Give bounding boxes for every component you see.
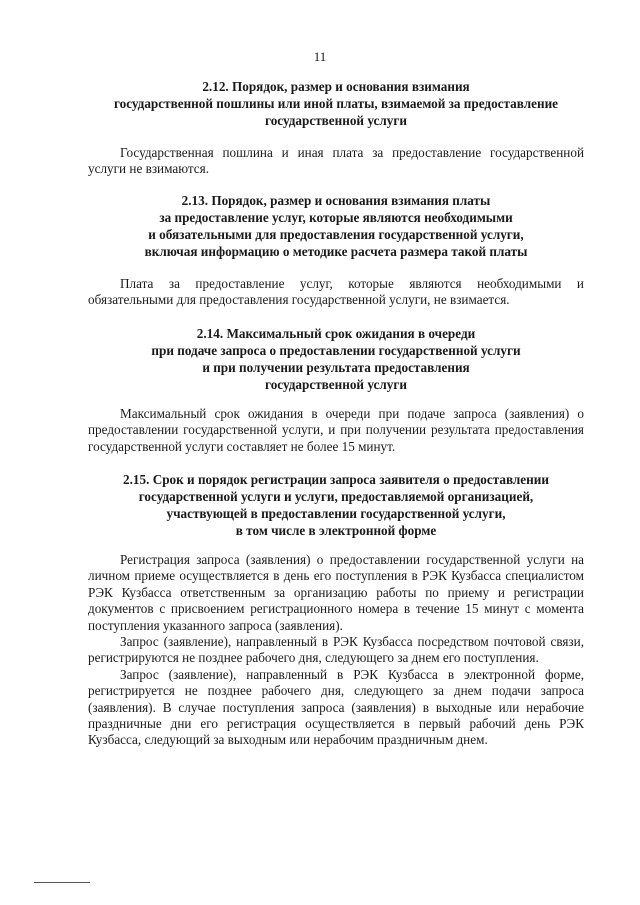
heading-line: включая информацию о методике расчета размера такой платы bbox=[144, 244, 528, 259]
heading-line: государственной услуги и услуги, предоставляемой организацией, bbox=[138, 489, 534, 504]
heading-line: государственной пошлины или иной платы, взимаемой за предоставление bbox=[113, 96, 559, 111]
paragraph: Запрос (заявление), направленный в РЭК Кузбасса посредством почтовой связи, регистрируются не позднее рабочего дня, следующего за днем его поступления. bbox=[88, 634, 584, 666]
paragraph-2-12: Государственная пошлина и иная плата за предоставление государственной услуги не взимаются. bbox=[88, 145, 584, 177]
page-number: 11 bbox=[313, 49, 327, 64]
heading-line: 2.14. Максимальный срок ожидания в очереди bbox=[196, 326, 476, 341]
heading-line: и при получении результата предоставления bbox=[202, 360, 470, 375]
section-heading-2-14 bbox=[88, 325, 584, 393]
section-heading-2-12 bbox=[88, 78, 584, 129]
heading-line: государственной услуги bbox=[265, 113, 407, 128]
heading-line: при подаче запроса о предоставлении государственной услуги bbox=[151, 343, 521, 358]
paragraph: Регистрация запроса (заявления) о предоставлении государственной услуги на личном приеме осуществляется в день его поступления в РЭК Кузбасса специалистом РЭК Кузбасса ответственным за организацию работы по приему и регистрации документов с присвоением регистрационного номера в течение 15 минут с момента поступления указанного запроса (заявления). bbox=[88, 552, 584, 633]
section-heading-2-13 bbox=[88, 192, 584, 260]
section-heading-2-15 bbox=[88, 471, 584, 539]
paragraph-2-13: Плата за предоставление услуг, которые являются необходимыми и обязательными для предоставления государственной услуги, не взимается. bbox=[88, 276, 584, 308]
heading-line: 2.15. Срок и порядок регистрации запроса заявителя о предоставлении bbox=[123, 472, 549, 487]
section-body-2-15 bbox=[88, 552, 584, 749]
paragraph: Запрос (заявление), направленный в РЭК Кузбасса в электронной форме, регистрируется не позднее рабочего дня, следующего за днем подачи запроса (заявления). В случае поступления запроса (заявления) в выходные или нерабочие праздничные дни его регистрация осуществляется в первый рабочий день РЭК Кузбасса, следующий за выходным или нерабочим праздничным днем. bbox=[88, 666, 584, 748]
heading-line: и обязательными для предоставления государственной услуги, bbox=[148, 227, 524, 242]
heading-line: за предоставление услуг, которые являются необходимыми bbox=[159, 210, 513, 225]
heading-line: государственной услуги bbox=[265, 377, 407, 392]
heading-line: 2.13. Порядок, размер и основания взимания платы bbox=[181, 193, 491, 208]
heading-line: участвующей в предоставлении государственной услуги, bbox=[166, 506, 506, 521]
heading-line: в том числе в электронной форме bbox=[235, 523, 437, 538]
paragraph-2-14: Максимальный срок ожидания в очереди при подаче запроса (заявления) о предоставлении государственной услуги, и при получении результата предоставления государственной услуги составляет не более 15 минут. bbox=[88, 406, 584, 454]
heading-line: 2.12. Порядок, размер и основания взимания bbox=[202, 79, 470, 94]
footer-divider bbox=[34, 882, 90, 883]
